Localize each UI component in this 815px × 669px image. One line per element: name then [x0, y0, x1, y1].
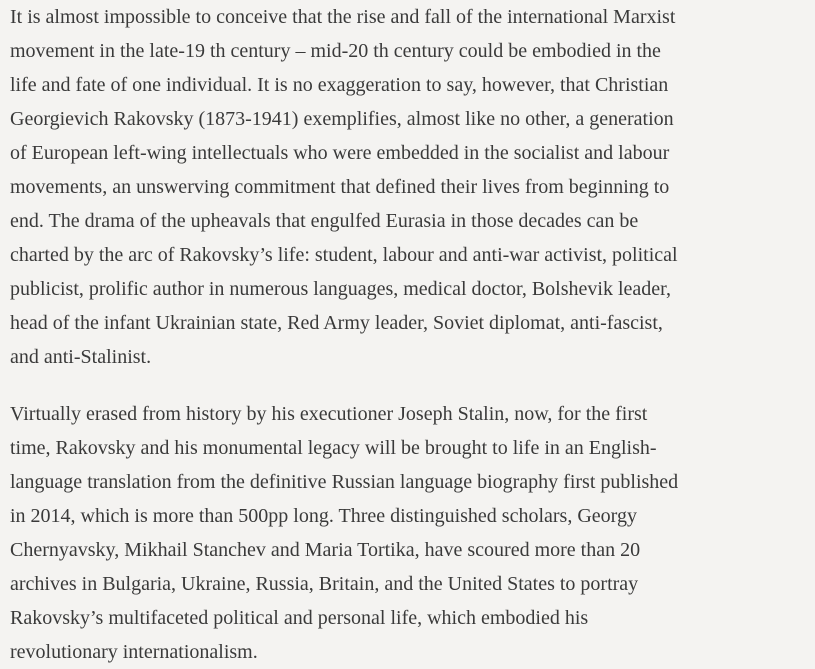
paragraph-line: life and fate of one individual. It is no exaggeration to say, however, that Christian — [10, 74, 669, 96]
paragraph-line: It is almost impossible to conceive that the rise and fall of the international Marxist — [10, 6, 676, 28]
paragraph-line: and anti-Stalinist. — [10, 346, 152, 368]
paragraph-line: of European left-wing intellectuals who were embedded in the socialist and labour — [10, 142, 670, 164]
paragraph-1 — [10, 0, 678, 374]
paragraph-line: archives in Bulgaria, Ukraine, Russia, Britain, and the United States to portray — [10, 573, 639, 595]
paragraph-line: movements, an unswerving commitment that defined their lives from beginning to — [10, 176, 670, 198]
paragraph-line: end. The drama of the upheavals that engulfed Eurasia in those decades can be — [10, 210, 639, 232]
paragraph-line: publicist, prolific author in numerous languages, medical doctor, Bolshevik leader, — [10, 278, 672, 300]
paragraph-line: language translation from the definitive Russian language biography first published — [10, 471, 679, 493]
paragraph-line: time, Rakovsky and his monumental legacy will be brought to life in an English- — [10, 437, 657, 459]
paragraph-line: Rakovsky’s multifaceted political and personal life, which embodied his — [10, 607, 589, 629]
paragraph-line: head of the infant Ukrainian state, Red Army leader, Soviet diplomat, anti-fascist, — [10, 312, 663, 334]
paragraph-2 — [10, 397, 678, 669]
paragraph-line: charted by the arc of Rakovsky’s life: student, labour and anti-war activist, political — [10, 244, 678, 266]
paragraph-line: revolutionary internationalism. — [10, 641, 258, 663]
paragraph-line: in 2014, which is more than 500pp long. Three distinguished scholars, Georgy — [10, 505, 637, 527]
paragraph-line: movement in the late-19 th century – mid-20 th century could be embodied in the — [10, 40, 661, 62]
paragraph-line: Virtually erased from history by his executioner Joseph Stalin, now, for the first — [10, 403, 648, 425]
paragraph-line: Chernyavsky, Mikhail Stanchev and Maria Tortika, have scoured more than 20 — [10, 539, 641, 561]
paragraph-line: Georgievich Rakovsky (1873-1941) exemplifies, almost like no other, a generation — [10, 108, 674, 130]
